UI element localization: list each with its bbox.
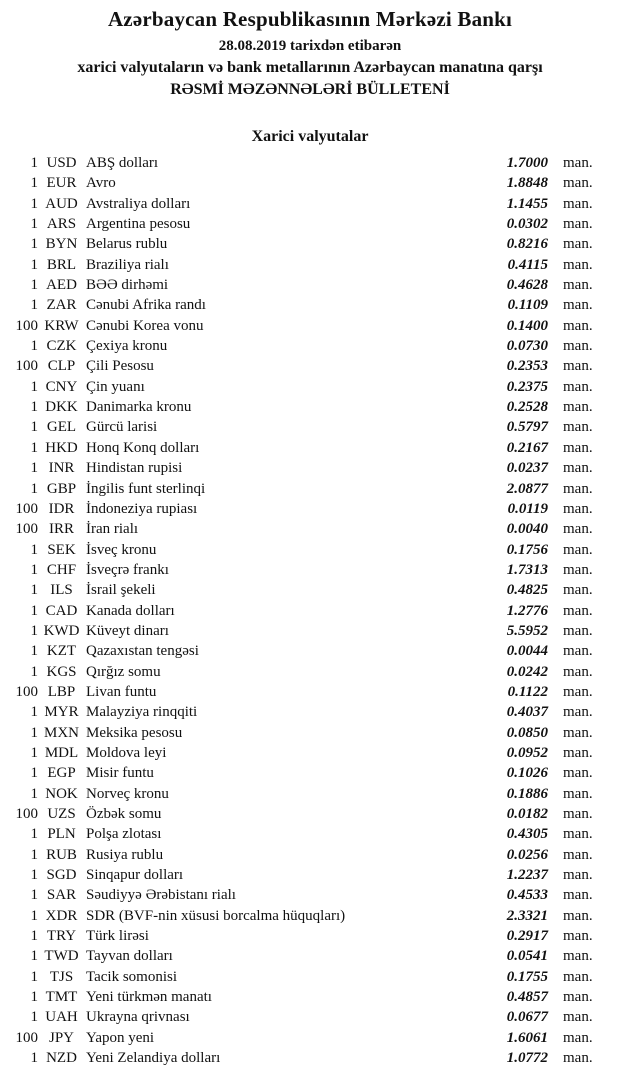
currency-name-cell: Çexiya kronu xyxy=(86,338,168,355)
currency-name-cell: Meksika pesosu xyxy=(86,724,183,741)
quantity-cell: 1 xyxy=(30,744,38,761)
currency-code-cell: UZS xyxy=(47,806,76,822)
subtitle-line: xarici valyutaların və bank metallarının Azərbaycan manatına qarşı xyxy=(77,59,543,76)
rate-value-cell: 5.5952 xyxy=(506,622,548,639)
quantity-cell: 1 xyxy=(30,663,38,680)
unit-cell: man. xyxy=(563,480,593,497)
currency-code-cell: TMT xyxy=(45,989,78,1006)
currency-name-cell: ABŞ dolları xyxy=(86,155,159,171)
currency-code-cell: USD xyxy=(46,155,77,171)
rate-row xyxy=(8,743,600,763)
section-title-foreign-currencies: Xarici valyutalar xyxy=(251,128,369,145)
rate-value-cell: 0.4115 xyxy=(507,256,548,273)
rate-row xyxy=(8,1048,600,1068)
rate-row xyxy=(8,194,600,214)
unit-cell: man. xyxy=(563,378,593,395)
rate-row xyxy=(8,479,600,499)
rate-value-cell: 1.7000 xyxy=(506,155,548,171)
quantity-cell: 1 xyxy=(30,399,38,416)
currency-name-cell: Səudiyyə Ərəbistanı rialı xyxy=(86,887,236,904)
effective-date-line: 28.08.2019 tarixdən etibarən xyxy=(218,38,402,54)
rate-row xyxy=(8,417,600,437)
unit-cell: man. xyxy=(563,1009,593,1026)
currency-name-cell: Argentina pesosu xyxy=(86,216,191,233)
rate-row xyxy=(8,336,600,356)
quantity-cell: 1 xyxy=(30,907,38,924)
rate-row xyxy=(8,214,600,234)
quantity-cell: 1 xyxy=(30,541,38,558)
currency-code-cell: XDR xyxy=(45,907,78,924)
rate-row xyxy=(8,601,600,621)
rate-value-cell: 0.0040 xyxy=(506,521,548,538)
quantity-cell: 1 xyxy=(30,846,38,863)
quantity-cell: 100 xyxy=(15,521,38,538)
rate-row xyxy=(8,682,600,702)
rate-row xyxy=(8,316,600,336)
rate-row xyxy=(8,804,600,824)
currency-code-cell: PLN xyxy=(47,826,76,843)
rate-row xyxy=(8,662,600,682)
rate-value-cell: 0.0730 xyxy=(506,338,548,355)
currency-name-cell: Hindistan rupisi xyxy=(86,460,183,477)
currency-name-cell: Yeni Zelandiya dolları xyxy=(86,1050,221,1067)
rate-value-cell: 1.6061 xyxy=(506,1029,548,1046)
unit-cell: man. xyxy=(563,155,593,171)
rates-table xyxy=(0,153,620,1068)
currency-code-cell: ARS xyxy=(46,216,77,233)
unit-cell: man. xyxy=(563,602,593,619)
currency-name-cell: Gürcü larisi xyxy=(86,419,158,436)
rate-value-cell: 0.4628 xyxy=(506,277,548,294)
currency-code-cell: DKK xyxy=(45,399,78,416)
rate-value-cell: 1.2237 xyxy=(506,867,548,884)
rate-value-cell: 0.0952 xyxy=(506,744,548,761)
currency-name-cell: Rusiya rublu xyxy=(86,846,164,863)
quantity-cell: 1 xyxy=(30,378,38,395)
rate-row xyxy=(8,784,600,804)
rate-row xyxy=(8,946,600,966)
rate-row xyxy=(8,580,600,600)
currency-code-cell: NOK xyxy=(45,785,78,802)
unit-cell: man. xyxy=(563,419,593,436)
currency-code-cell: GBP xyxy=(46,480,77,497)
quantity-cell: 1 xyxy=(30,928,38,945)
currency-name-cell: İsveçrə frankı xyxy=(86,561,169,578)
currency-name-cell: Yeni türkmən manatı xyxy=(86,989,212,1006)
quantity-cell: 1 xyxy=(30,1050,38,1067)
rate-row xyxy=(8,621,600,641)
currency-code-cell: JPY xyxy=(48,1029,74,1046)
rate-row xyxy=(8,173,600,193)
unit-cell: man. xyxy=(563,256,593,273)
currency-code-cell: KRW xyxy=(44,317,79,334)
unit-cell: man. xyxy=(563,277,593,294)
quantity-cell: 100 xyxy=(15,683,38,700)
unit-cell: man. xyxy=(563,806,593,822)
rate-row xyxy=(8,295,600,315)
currency-code-cell: INR xyxy=(48,460,75,477)
unit-cell: man. xyxy=(563,1029,593,1046)
rate-value-cell: 1.1455 xyxy=(506,195,548,212)
quantity-cell: 100 xyxy=(15,500,38,517)
rate-value-cell: 0.2528 xyxy=(506,399,548,416)
rate-row xyxy=(8,967,600,987)
rate-row xyxy=(8,641,600,661)
rate-row xyxy=(8,356,600,376)
quantity-cell: 1 xyxy=(30,236,38,253)
currency-code-cell: MXN xyxy=(43,724,79,741)
unit-cell: man. xyxy=(563,846,593,863)
rate-value-cell: 0.1886 xyxy=(506,785,548,802)
currency-code-cell: BRL xyxy=(46,256,77,273)
quantity-cell: 1 xyxy=(30,989,38,1006)
quantity-cell: 1 xyxy=(30,175,38,192)
rate-value-cell: 1.7313 xyxy=(506,561,548,578)
currency-name-cell: Malayziya rinqqiti xyxy=(86,704,198,721)
rate-value-cell: 0.0237 xyxy=(506,460,548,477)
rate-value-cell: 0.4037 xyxy=(506,704,548,721)
rate-value-cell: 0.0541 xyxy=(506,948,548,965)
rate-value-cell: 0.0677 xyxy=(506,1009,548,1026)
rate-value-cell: 0.0119 xyxy=(507,500,548,517)
currency-name-cell: İsrail şekeli xyxy=(86,582,156,599)
currency-name-cell: İndoneziya rupiası xyxy=(86,500,198,517)
rate-value-cell: 0.1756 xyxy=(506,541,548,558)
rate-row xyxy=(8,397,600,417)
unit-cell: man. xyxy=(563,785,593,802)
rate-value-cell: 0.0302 xyxy=(506,216,548,233)
currency-code-cell: ILS xyxy=(50,582,73,599)
currency-name-cell: SDR (BVF-nin xüsusi borcalma hüquqları) xyxy=(86,907,346,924)
quantity-cell: 1 xyxy=(30,724,38,741)
quantity-cell: 1 xyxy=(30,948,38,965)
rate-row xyxy=(8,234,600,254)
rate-row xyxy=(8,438,600,458)
rate-value-cell: 0.2917 xyxy=(506,928,548,945)
rate-row xyxy=(8,885,600,905)
rate-row xyxy=(8,458,600,478)
unit-cell: man. xyxy=(563,989,593,1006)
rate-value-cell: 0.4305 xyxy=(506,826,548,843)
unit-cell: man. xyxy=(563,460,593,477)
rate-row xyxy=(8,560,600,580)
currency-name-cell: Moldova leyi xyxy=(86,744,167,761)
currency-code-cell: LBP xyxy=(47,683,76,700)
currency-name-cell: Avstraliya dolları xyxy=(86,195,191,212)
quantity-cell: 1 xyxy=(30,155,38,171)
unit-cell: man. xyxy=(563,561,593,578)
currency-code-cell: TJS xyxy=(49,968,74,985)
unit-cell: man. xyxy=(563,521,593,538)
currency-name-cell: Çili Pesosu xyxy=(86,358,154,375)
unit-cell: man. xyxy=(563,663,593,680)
currency-code-cell: CHF xyxy=(46,561,77,578)
quantity-cell: 1 xyxy=(30,765,38,782)
rate-row xyxy=(8,865,600,885)
currency-code-cell: TWD xyxy=(44,948,79,965)
unit-cell: man. xyxy=(563,399,593,416)
currency-name-cell: Misir funtu xyxy=(86,765,154,782)
currency-code-cell: EGP xyxy=(47,765,76,782)
unit-cell: man. xyxy=(563,704,593,721)
quantity-cell: 1 xyxy=(30,867,38,884)
quantity-cell: 1 xyxy=(30,602,38,619)
currency-code-cell: EUR xyxy=(46,175,77,192)
rate-value-cell: 0.5797 xyxy=(506,419,548,436)
currency-code-cell: UAH xyxy=(45,1009,78,1026)
rate-value-cell: 0.2375 xyxy=(506,378,548,395)
unit-cell: man. xyxy=(563,643,593,660)
rate-row xyxy=(8,540,600,560)
quantity-cell: 1 xyxy=(30,826,38,843)
rate-row xyxy=(8,723,600,743)
currency-code-cell: KWD xyxy=(43,622,80,639)
currency-code-cell: CLP xyxy=(47,358,76,375)
bulletin-header xyxy=(0,7,620,99)
currency-name-cell: Danimarka kronu xyxy=(86,399,192,416)
rate-value-cell: 0.4857 xyxy=(506,989,548,1006)
currency-code-cell: TRY xyxy=(46,928,77,945)
rate-value-cell: 0.0044 xyxy=(506,643,548,660)
rate-value-cell: 0.0242 xyxy=(506,663,548,680)
unit-cell: man. xyxy=(563,968,593,985)
currency-code-cell: HKD xyxy=(45,439,78,456)
unit-cell: man. xyxy=(563,317,593,334)
quantity-cell: 100 xyxy=(15,1029,38,1046)
bulletin-title: RƏSMİ MƏZƏNNƏLƏRİ BÜLLETENİ xyxy=(170,81,450,98)
currency-code-cell: AED xyxy=(46,277,77,294)
currency-name-cell: Livan funtu xyxy=(86,683,157,700)
unit-cell: man. xyxy=(563,582,593,599)
rate-row xyxy=(8,255,600,275)
unit-cell: man. xyxy=(563,867,593,884)
quantity-cell: 1 xyxy=(30,622,38,639)
currency-code-cell: BYN xyxy=(45,236,78,253)
currency-name-cell: Kanada dolları xyxy=(86,602,175,619)
currency-code-cell: KGS xyxy=(46,663,77,680)
quantity-cell: 1 xyxy=(30,216,38,233)
currency-code-cell: SAR xyxy=(46,887,77,904)
currency-name-cell: Polşa zlotası xyxy=(86,826,162,843)
rate-row xyxy=(8,377,600,397)
rate-row xyxy=(8,275,600,295)
currency-code-cell: AUD xyxy=(45,195,78,212)
quantity-cell: 1 xyxy=(30,297,38,314)
rate-value-cell: 0.1026 xyxy=(506,765,548,782)
currency-name-cell: Belarus rublu xyxy=(86,236,168,253)
unit-cell: man. xyxy=(563,541,593,558)
currency-name-cell: Çin yuanı xyxy=(86,378,145,395)
currency-code-cell: KZT xyxy=(46,643,77,660)
rate-value-cell: 0.2167 xyxy=(506,439,548,456)
quantity-cell: 1 xyxy=(30,277,38,294)
quantity-cell: 1 xyxy=(30,968,38,985)
currency-code-cell: MDL xyxy=(44,744,79,761)
unit-cell: man. xyxy=(563,1050,593,1067)
quantity-cell: 1 xyxy=(30,785,38,802)
unit-cell: man. xyxy=(563,683,593,700)
rate-value-cell: 0.1755 xyxy=(506,968,548,985)
currency-name-cell: Türk lirəsi xyxy=(86,928,149,945)
unit-cell: man. xyxy=(563,338,593,355)
rate-value-cell: 0.0850 xyxy=(506,724,548,741)
quantity-cell: 100 xyxy=(15,358,38,375)
quantity-cell: 1 xyxy=(30,480,38,497)
unit-cell: man. xyxy=(563,907,593,924)
currency-code-cell: CNY xyxy=(45,378,78,395)
rate-row xyxy=(8,519,600,539)
currency-code-cell: SGD xyxy=(46,867,77,884)
rate-row xyxy=(8,1028,600,1048)
currency-name-cell: Braziliya rialı xyxy=(86,256,169,273)
rate-value-cell: 2.0877 xyxy=(506,480,548,497)
rate-value-cell: 0.0182 xyxy=(506,806,548,822)
unit-cell: man. xyxy=(563,439,593,456)
currency-name-cell: Honq Konq dolları xyxy=(86,439,200,456)
currency-code-cell: IDR xyxy=(48,500,75,517)
unit-cell: man. xyxy=(563,195,593,212)
unit-cell: man. xyxy=(563,216,593,233)
rate-value-cell: 0.2353 xyxy=(506,358,548,375)
currency-code-cell: ZAR xyxy=(46,297,77,314)
quantity-cell: 100 xyxy=(15,317,38,334)
rate-value-cell: 0.4533 xyxy=(506,887,548,904)
bank-title: Azərbaycan Respublikasının Mərkəzi Bankı xyxy=(107,7,513,31)
currency-name-cell: Ukrayna qrivnası xyxy=(86,1009,190,1026)
unit-cell: man. xyxy=(563,297,593,314)
rate-value-cell: 1.2776 xyxy=(506,602,548,619)
currency-name-cell: Qazaxıstan tengəsi xyxy=(86,643,199,660)
unit-cell: man. xyxy=(563,500,593,517)
quantity-cell: 1 xyxy=(30,704,38,721)
currency-code-cell: GEL xyxy=(46,419,77,436)
currency-name-cell: Tacik somonisi xyxy=(86,968,178,985)
rate-row xyxy=(8,499,600,519)
currency-name-cell: Yapon yeni xyxy=(86,1029,155,1046)
unit-cell: man. xyxy=(563,765,593,782)
currency-name-cell: Qırğız somu xyxy=(86,663,161,680)
currency-code-cell: CAD xyxy=(45,602,78,619)
quantity-cell: 1 xyxy=(30,1009,38,1026)
quantity-cell: 1 xyxy=(30,338,38,355)
currency-name-cell: Tayvan dolları xyxy=(86,948,173,965)
currency-name-cell: Küveyt dinarı xyxy=(86,622,169,639)
currency-code-cell: MYR xyxy=(44,704,79,721)
quantity-cell: 1 xyxy=(30,419,38,436)
currency-code-cell: IRR xyxy=(48,521,74,538)
unit-cell: man. xyxy=(563,826,593,843)
quantity-cell: 1 xyxy=(30,887,38,904)
currency-name-cell: BƏƏ dirhəmi xyxy=(86,277,169,294)
rate-row xyxy=(8,906,600,926)
quantity-cell: 1 xyxy=(30,195,38,212)
rate-row xyxy=(8,1007,600,1027)
unit-cell: man. xyxy=(563,887,593,904)
quantity-cell: 1 xyxy=(30,643,38,660)
rate-value-cell: 0.1109 xyxy=(507,297,548,314)
unit-cell: man. xyxy=(563,744,593,761)
currency-code-cell: NZD xyxy=(46,1050,77,1067)
currency-name-cell: Özbək somu xyxy=(86,806,162,822)
quantity-cell: 1 xyxy=(30,439,38,456)
quantity-cell: 1 xyxy=(30,460,38,477)
rate-value-cell: 0.0256 xyxy=(506,846,548,863)
quantity-cell: 1 xyxy=(30,561,38,578)
currency-name-cell: Sinqapur dolları xyxy=(86,867,184,884)
unit-cell: man. xyxy=(563,236,593,253)
rate-value-cell: 0.4825 xyxy=(506,582,548,599)
rate-value-cell: 0.8216 xyxy=(506,236,548,253)
currency-name-cell: İran rialı xyxy=(86,521,139,538)
rate-value-cell: 0.1400 xyxy=(506,317,548,334)
quantity-cell: 1 xyxy=(30,582,38,599)
rate-row xyxy=(8,153,600,173)
rate-value-cell: 1.0772 xyxy=(506,1050,548,1067)
unit-cell: man. xyxy=(563,175,593,192)
unit-cell: man. xyxy=(563,358,593,375)
quantity-cell: 1 xyxy=(30,256,38,273)
currency-name-cell: Norveç kronu xyxy=(86,785,169,802)
rate-value-cell: 2.3321 xyxy=(506,907,548,924)
currency-code-cell: SEK xyxy=(47,541,76,558)
currency-code-cell: RUB xyxy=(46,846,77,863)
rate-row xyxy=(8,987,600,1007)
currency-code-cell: CZK xyxy=(46,338,77,355)
currency-name-cell: Cənubi Korea vonu xyxy=(86,317,204,334)
rate-row xyxy=(8,926,600,946)
quantity-cell: 100 xyxy=(15,806,38,822)
unit-cell: man. xyxy=(563,928,593,945)
unit-cell: man. xyxy=(563,724,593,741)
unit-cell: man. xyxy=(563,948,593,965)
rate-row xyxy=(8,702,600,722)
rate-row xyxy=(8,763,600,783)
currency-name-cell: İngilis funt sterlinqi xyxy=(86,480,206,497)
rate-value-cell: 1.8848 xyxy=(506,175,548,192)
unit-cell: man. xyxy=(563,622,593,639)
currency-name-cell: İsveç kronu xyxy=(86,541,157,558)
currency-name-cell: Cənubi Afrika randı xyxy=(86,297,206,314)
currency-name-cell: Avro xyxy=(86,175,116,192)
rate-row xyxy=(8,824,600,844)
rate-value-cell: 0.1122 xyxy=(507,683,548,700)
rate-row xyxy=(8,845,600,865)
